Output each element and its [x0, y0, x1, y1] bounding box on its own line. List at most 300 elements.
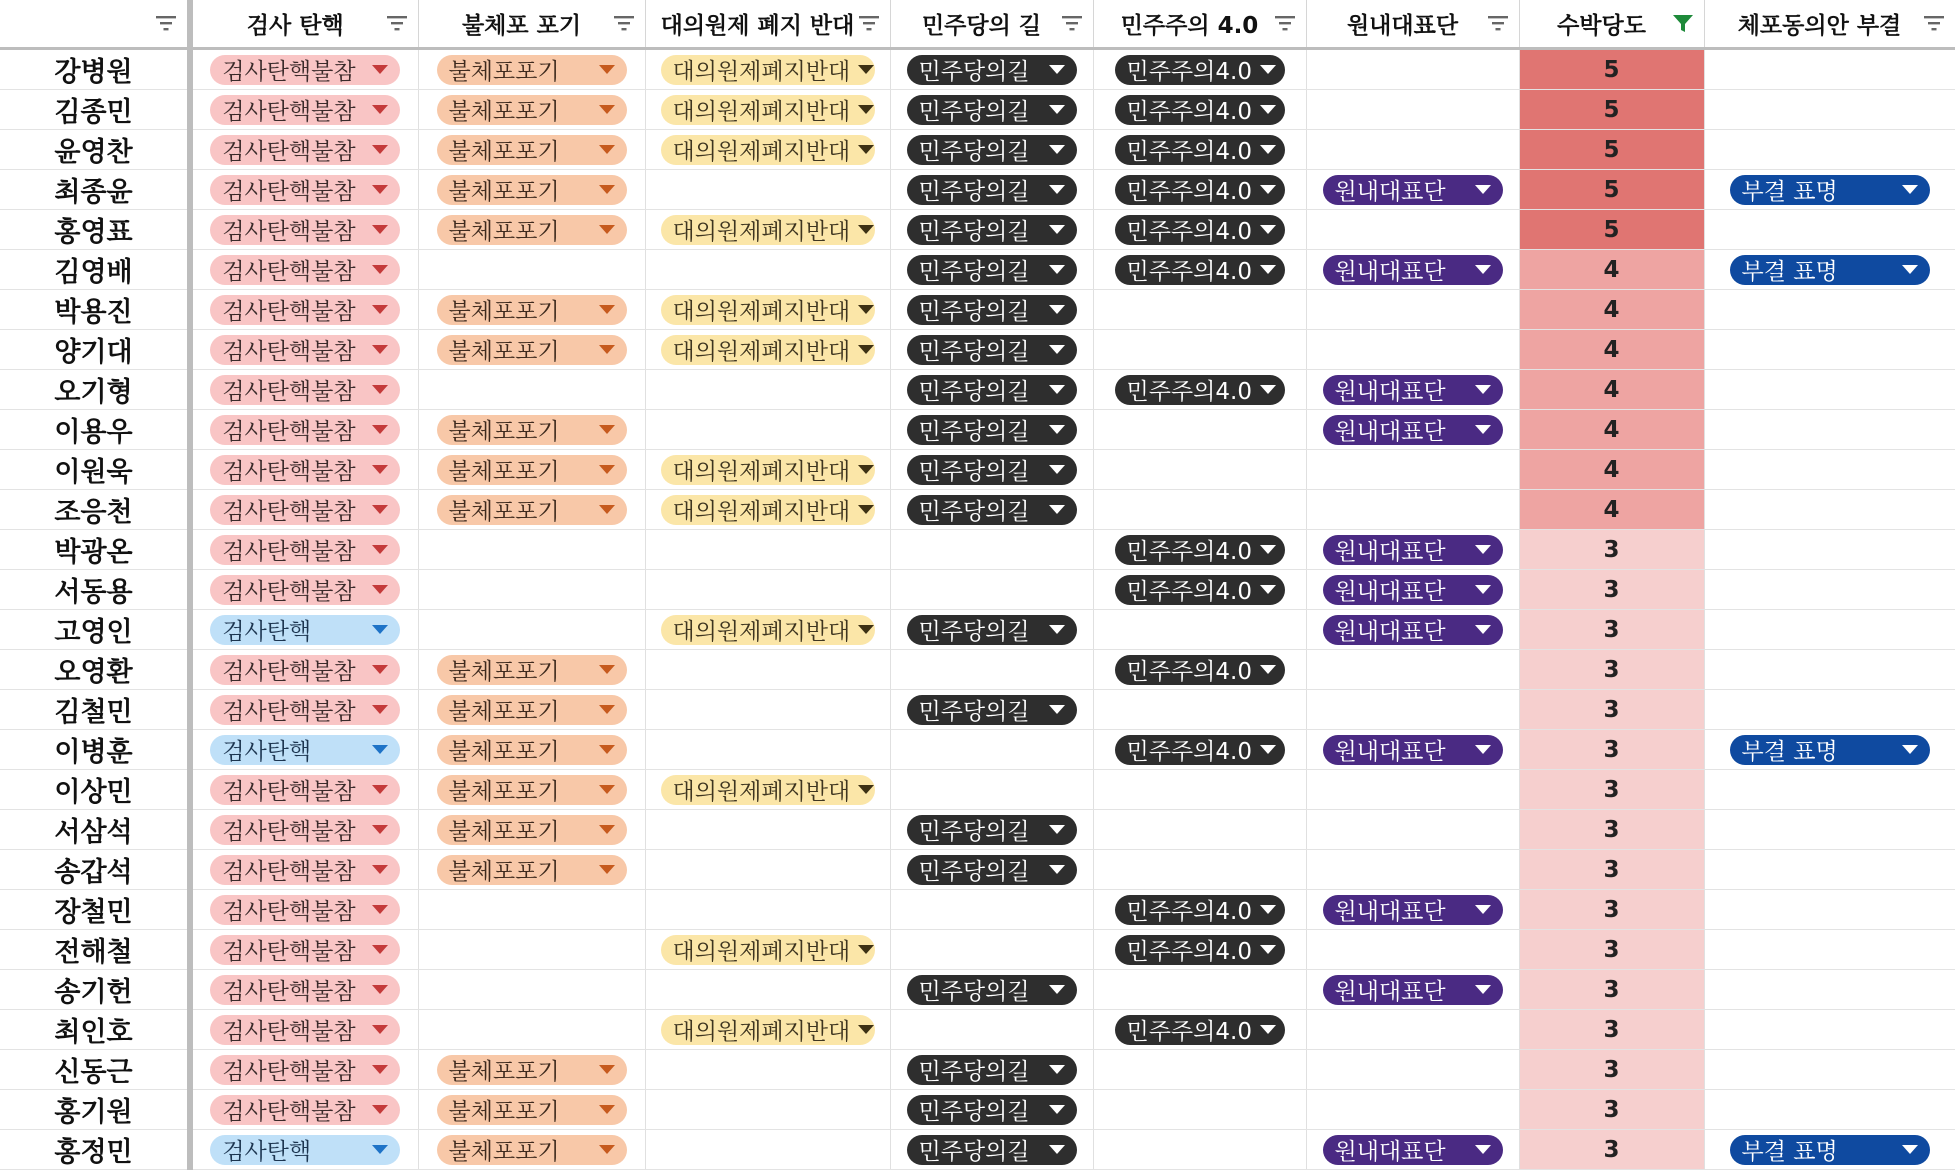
road-cell[interactable] [890, 570, 1093, 610]
dropdown-arrow-icon[interactable] [372, 865, 388, 874]
reject-cell[interactable] [1704, 570, 1955, 610]
score-cell[interactable]: 3 [1519, 1010, 1704, 1050]
dropdown-arrow-icon[interactable] [1260, 65, 1276, 74]
road-cell[interactable] [890, 1130, 1093, 1170]
reject-cell[interactable] [1704, 330, 1955, 370]
floor-leadership-chip[interactable] [1323, 415, 1503, 445]
waive-immunity-chip[interactable] [437, 175, 627, 205]
floor-cell[interactable] [1306, 690, 1519, 730]
prosecutor-cell[interactable] [190, 810, 418, 850]
delegate-cell[interactable] [645, 210, 890, 250]
dropdown-arrow-icon[interactable] [1902, 185, 1918, 194]
waive-immunity-chip[interactable] [437, 1135, 627, 1165]
dropdown-arrow-icon[interactable] [599, 465, 615, 474]
prosecutor-skip-chip[interactable] [210, 135, 400, 165]
member-name[interactable]: 김영배 [0, 250, 190, 290]
score-cell[interactable]: 3 [1519, 1090, 1704, 1130]
waive-cell[interactable] [418, 890, 645, 930]
member-name[interactable]: 강병원 [0, 49, 190, 90]
democracy-cell[interactable] [1093, 770, 1306, 810]
score-cell[interactable]: 4 [1519, 330, 1704, 370]
democracy-cell[interactable] [1093, 450, 1306, 490]
reject-cell[interactable] [1704, 170, 1955, 210]
member-name[interactable]: 송기헌 [0, 970, 190, 1010]
democracy-chip[interactable] [1115, 1015, 1285, 1045]
road-cell[interactable] [890, 90, 1093, 130]
waive-immunity-chip[interactable] [437, 655, 627, 685]
reject-cell[interactable] [1704, 250, 1955, 290]
dropdown-arrow-icon[interactable] [1902, 265, 1918, 274]
democracy-chip[interactable] [1115, 215, 1285, 245]
member-name[interactable]: 이상민 [0, 770, 190, 810]
waive-immunity-chip[interactable] [437, 1095, 627, 1125]
reject-cell[interactable] [1704, 410, 1955, 450]
dropdown-arrow-icon[interactable] [599, 705, 615, 714]
score-cell[interactable]: 3 [1519, 810, 1704, 850]
dropdown-arrow-icon[interactable] [1049, 985, 1065, 994]
floor-cell[interactable] [1306, 850, 1519, 890]
delegate-cell[interactable] [645, 690, 890, 730]
waive-cell[interactable] [418, 290, 645, 330]
prosecutor-cell[interactable] [190, 690, 418, 730]
dropdown-arrow-icon[interactable] [372, 105, 388, 114]
floor-cell[interactable] [1306, 1130, 1519, 1170]
delegate-oppose-chip[interactable] [661, 295, 875, 325]
member-name[interactable]: 서동용 [0, 570, 190, 610]
reject-cell[interactable] [1704, 370, 1955, 410]
dropdown-arrow-icon[interactable] [1475, 185, 1491, 194]
democratic-road-chip[interactable] [907, 975, 1077, 1005]
dropdown-arrow-icon[interactable] [599, 1145, 615, 1154]
delegate-oppose-chip[interactable] [661, 1015, 875, 1045]
prosecutor-cell[interactable] [190, 90, 418, 130]
prosecutor-cell[interactable] [190, 1050, 418, 1090]
road-cell[interactable] [890, 210, 1093, 250]
reject-cell[interactable] [1704, 90, 1955, 130]
prosecutor-skip-chip[interactable] [210, 455, 400, 485]
floor-cell[interactable] [1306, 170, 1519, 210]
democratic-road-chip[interactable] [907, 415, 1077, 445]
prosecutor-skip-chip[interactable] [210, 695, 400, 725]
prosecutor-cell[interactable] [190, 330, 418, 370]
score-cell[interactable]: 3 [1519, 650, 1704, 690]
prosecutor-cell[interactable] [190, 530, 418, 570]
prosecutor-skip-chip[interactable] [210, 815, 400, 845]
democracy-cell[interactable] [1093, 90, 1306, 130]
democratic-road-chip[interactable] [907, 855, 1077, 885]
dropdown-arrow-icon[interactable] [1049, 1065, 1065, 1074]
dropdown-arrow-icon[interactable] [599, 505, 615, 514]
floor-leadership-chip[interactable] [1323, 535, 1503, 565]
dropdown-arrow-icon[interactable] [372, 1105, 388, 1114]
waive-cell[interactable] [418, 1090, 645, 1130]
dropdown-arrow-icon[interactable] [599, 825, 615, 834]
filter-icon[interactable] [1487, 12, 1509, 34]
reject-cell[interactable] [1704, 690, 1955, 730]
waive-immunity-chip[interactable] [437, 455, 627, 485]
prosecutor-skip-chip[interactable] [210, 495, 400, 525]
dropdown-arrow-icon[interactable] [1260, 905, 1276, 914]
dropdown-arrow-icon[interactable] [1049, 1105, 1065, 1114]
reject-cell[interactable] [1704, 730, 1955, 770]
democratic-road-chip[interactable] [907, 335, 1077, 365]
delegate-cell[interactable] [645, 810, 890, 850]
reject-cell[interactable] [1704, 450, 1955, 490]
reject-stance-chip[interactable] [1730, 1135, 1930, 1165]
prosecutor-skip-chip[interactable] [210, 895, 400, 925]
waive-cell[interactable] [418, 650, 645, 690]
democratic-road-chip[interactable] [907, 215, 1077, 245]
democracy-chip[interactable] [1115, 55, 1285, 85]
waive-cell[interactable] [418, 370, 645, 410]
democratic-road-chip[interactable] [907, 255, 1077, 285]
prosecutor-impeach-chip[interactable] [210, 615, 400, 645]
reject-cell[interactable] [1704, 650, 1955, 690]
democracy-cell[interactable] [1093, 810, 1306, 850]
delegate-cell[interactable] [645, 570, 890, 610]
dropdown-arrow-icon[interactable] [858, 1025, 874, 1034]
prosecutor-cell[interactable] [190, 490, 418, 530]
reject-stance-chip[interactable] [1730, 255, 1930, 285]
delegate-cell[interactable] [645, 1050, 890, 1090]
dropdown-arrow-icon[interactable] [599, 305, 615, 314]
member-name[interactable]: 신동근 [0, 1050, 190, 1090]
waive-cell[interactable] [418, 570, 645, 610]
delegate-cell[interactable] [645, 410, 890, 450]
dropdown-arrow-icon[interactable] [372, 1025, 388, 1034]
prosecutor-cell[interactable] [190, 1090, 418, 1130]
delegate-cell[interactable] [645, 450, 890, 490]
dropdown-arrow-icon[interactable] [599, 225, 615, 234]
dropdown-arrow-icon[interactable] [858, 145, 874, 154]
delegate-oppose-chip[interactable] [661, 215, 875, 245]
democracy-chip[interactable] [1115, 375, 1285, 405]
dropdown-arrow-icon[interactable] [372, 145, 388, 154]
democracy-cell[interactable] [1093, 1050, 1306, 1090]
road-cell[interactable] [890, 770, 1093, 810]
prosecutor-cell[interactable] [190, 890, 418, 930]
waive-immunity-chip[interactable] [437, 495, 627, 525]
delegate-oppose-chip[interactable] [661, 335, 875, 365]
prosecutor-cell[interactable] [190, 1010, 418, 1050]
delegate-cell[interactable] [645, 490, 890, 530]
road-cell[interactable] [890, 49, 1093, 90]
waive-cell[interactable] [418, 690, 645, 730]
prosecutor-skip-chip[interactable] [210, 1015, 400, 1045]
democracy-cell[interactable] [1093, 690, 1306, 730]
road-cell[interactable] [890, 1010, 1093, 1050]
prosecutor-cell[interactable] [190, 170, 418, 210]
prosecutor-cell[interactable] [190, 770, 418, 810]
filter-icon[interactable] [1923, 12, 1945, 34]
dropdown-arrow-icon[interactable] [1049, 425, 1065, 434]
dropdown-arrow-icon[interactable] [372, 185, 388, 194]
delegate-oppose-chip[interactable] [661, 775, 875, 805]
dropdown-arrow-icon[interactable] [1049, 825, 1065, 834]
dropdown-arrow-icon[interactable] [1049, 385, 1065, 394]
floor-leadership-chip[interactable] [1323, 895, 1503, 925]
floor-cell[interactable] [1306, 450, 1519, 490]
filter-icon[interactable] [858, 12, 880, 34]
floor-cell[interactable] [1306, 1050, 1519, 1090]
dropdown-arrow-icon[interactable] [1475, 425, 1491, 434]
member-name[interactable]: 장철민 [0, 890, 190, 930]
prosecutor-cell[interactable] [190, 610, 418, 650]
prosecutor-skip-chip[interactable] [210, 255, 400, 285]
dropdown-arrow-icon[interactable] [1049, 865, 1065, 874]
democratic-road-chip[interactable] [907, 455, 1077, 485]
democracy-cell[interactable] [1093, 650, 1306, 690]
dropdown-arrow-icon[interactable] [858, 305, 874, 314]
delegate-cell[interactable] [645, 90, 890, 130]
dropdown-arrow-icon[interactable] [858, 105, 874, 114]
dropdown-arrow-icon[interactable] [1049, 625, 1065, 634]
floor-cell[interactable] [1306, 49, 1519, 90]
prosecutor-cell[interactable] [190, 250, 418, 290]
score-cell[interactable]: 3 [1519, 890, 1704, 930]
road-cell[interactable] [890, 130, 1093, 170]
delegate-cell[interactable] [645, 170, 890, 210]
road-cell[interactable] [890, 730, 1093, 770]
reject-cell[interactable] [1704, 1090, 1955, 1130]
floor-cell[interactable] [1306, 210, 1519, 250]
filter-icon[interactable] [613, 12, 635, 34]
road-cell[interactable] [890, 450, 1093, 490]
prosecutor-skip-chip[interactable] [210, 1055, 400, 1085]
democracy-cell[interactable] [1093, 210, 1306, 250]
delegate-cell[interactable] [645, 930, 890, 970]
democratic-road-chip[interactable] [907, 1135, 1077, 1165]
road-cell[interactable] [890, 810, 1093, 850]
road-cell[interactable] [890, 1090, 1093, 1130]
floor-cell[interactable] [1306, 1090, 1519, 1130]
floor-leadership-chip[interactable] [1323, 175, 1503, 205]
dropdown-arrow-icon[interactable] [1049, 145, 1065, 154]
member-name[interactable]: 홍영표 [0, 210, 190, 250]
reject-cell[interactable] [1704, 810, 1955, 850]
floor-cell[interactable] [1306, 930, 1519, 970]
road-cell[interactable] [890, 250, 1093, 290]
member-name[interactable]: 최인호 [0, 1010, 190, 1050]
delegate-oppose-chip[interactable] [661, 455, 875, 485]
democracy-cell[interactable] [1093, 490, 1306, 530]
prosecutor-skip-chip[interactable] [210, 215, 400, 245]
floor-cell[interactable] [1306, 410, 1519, 450]
prosecutor-skip-chip[interactable] [210, 935, 400, 965]
dropdown-arrow-icon[interactable] [1260, 1025, 1276, 1034]
member-name[interactable]: 고영인 [0, 610, 190, 650]
dropdown-arrow-icon[interactable] [599, 65, 615, 74]
democratic-road-chip[interactable] [907, 295, 1077, 325]
filter-icon[interactable] [386, 12, 408, 34]
prosecutor-skip-chip[interactable] [210, 375, 400, 405]
score-cell[interactable]: 5 [1519, 49, 1704, 90]
democracy-cell[interactable] [1093, 370, 1306, 410]
dropdown-arrow-icon[interactable] [1475, 585, 1491, 594]
waive-cell[interactable] [418, 450, 645, 490]
dropdown-arrow-icon[interactable] [1260, 585, 1276, 594]
floor-leadership-chip[interactable] [1323, 615, 1503, 645]
waive-cell[interactable] [418, 530, 645, 570]
reject-cell[interactable] [1704, 850, 1955, 890]
dropdown-arrow-icon[interactable] [372, 305, 388, 314]
delegate-oppose-chip[interactable] [661, 495, 875, 525]
democracy-cell[interactable] [1093, 1010, 1306, 1050]
dropdown-arrow-icon[interactable] [599, 785, 615, 794]
delegate-cell[interactable] [645, 330, 890, 370]
waive-cell[interactable] [418, 970, 645, 1010]
prosecutor-skip-chip[interactable] [210, 575, 400, 605]
democratic-road-chip[interactable] [907, 135, 1077, 165]
prosecutor-cell[interactable] [190, 410, 418, 450]
democratic-road-chip[interactable] [907, 375, 1077, 405]
member-name[interactable]: 송갑석 [0, 850, 190, 890]
member-name[interactable]: 윤영찬 [0, 130, 190, 170]
reject-cell[interactable] [1704, 770, 1955, 810]
filter-icon[interactable] [1274, 12, 1296, 34]
dropdown-arrow-icon[interactable] [372, 985, 388, 994]
delegate-cell[interactable] [645, 650, 890, 690]
member-name[interactable]: 이용우 [0, 410, 190, 450]
dropdown-arrow-icon[interactable] [858, 945, 874, 954]
road-cell[interactable] [890, 930, 1093, 970]
dropdown-arrow-icon[interactable] [372, 825, 388, 834]
member-name[interactable]: 이병훈 [0, 730, 190, 770]
democratic-road-chip[interactable] [907, 495, 1077, 525]
dropdown-arrow-icon[interactable] [599, 185, 615, 194]
reject-cell[interactable] [1704, 290, 1955, 330]
dropdown-arrow-icon[interactable] [599, 665, 615, 674]
score-cell[interactable]: 4 [1519, 450, 1704, 490]
dropdown-arrow-icon[interactable] [372, 625, 388, 634]
waive-cell[interactable] [418, 610, 645, 650]
waive-immunity-chip[interactable] [437, 295, 627, 325]
prosecutor-cell[interactable] [190, 370, 418, 410]
dropdown-arrow-icon[interactable] [599, 745, 615, 754]
prosecutor-cell[interactable] [190, 130, 418, 170]
floor-cell[interactable] [1306, 1010, 1519, 1050]
democracy-cell[interactable] [1093, 130, 1306, 170]
reject-cell[interactable] [1704, 49, 1955, 90]
delegate-cell[interactable] [645, 730, 890, 770]
democracy-cell[interactable] [1093, 250, 1306, 290]
waive-immunity-chip[interactable] [437, 55, 627, 85]
road-cell[interactable] [890, 170, 1093, 210]
waive-immunity-chip[interactable] [437, 735, 627, 765]
dropdown-arrow-icon[interactable] [858, 505, 874, 514]
democracy-cell[interactable] [1093, 930, 1306, 970]
score-cell[interactable]: 3 [1519, 530, 1704, 570]
score-cell[interactable]: 3 [1519, 770, 1704, 810]
dropdown-arrow-icon[interactable] [372, 745, 388, 754]
prosecutor-impeach-chip[interactable] [210, 1135, 400, 1165]
score-cell[interactable]: 4 [1519, 410, 1704, 450]
prosecutor-cell[interactable] [190, 650, 418, 690]
democratic-road-chip[interactable] [907, 695, 1077, 725]
delegate-cell[interactable] [645, 610, 890, 650]
dropdown-arrow-icon[interactable] [858, 65, 874, 74]
waive-cell[interactable] [418, 170, 645, 210]
dropdown-arrow-icon[interactable] [372, 265, 388, 274]
democracy-cell[interactable] [1093, 1090, 1306, 1130]
reject-cell[interactable] [1704, 930, 1955, 970]
floor-cell[interactable] [1306, 490, 1519, 530]
floor-leadership-chip[interactable] [1323, 1135, 1503, 1165]
waive-immunity-chip[interactable] [437, 775, 627, 805]
delegate-cell[interactable] [645, 130, 890, 170]
dropdown-arrow-icon[interactable] [858, 345, 874, 354]
prosecutor-cell[interactable] [190, 450, 418, 490]
waive-immunity-chip[interactable] [437, 1055, 627, 1085]
dropdown-arrow-icon[interactable] [1260, 665, 1276, 674]
democracy-chip[interactable] [1115, 655, 1285, 685]
score-cell[interactable]: 3 [1519, 1050, 1704, 1090]
road-cell[interactable] [890, 890, 1093, 930]
member-name[interactable]: 박용진 [0, 290, 190, 330]
waive-cell[interactable] [418, 1130, 645, 1170]
democratic-road-chip[interactable] [907, 1095, 1077, 1125]
floor-leadership-chip[interactable] [1323, 735, 1503, 765]
reject-cell[interactable] [1704, 610, 1955, 650]
score-cell[interactable]: 5 [1519, 130, 1704, 170]
dropdown-arrow-icon[interactable] [1475, 985, 1491, 994]
waive-cell[interactable] [418, 410, 645, 450]
prosecutor-cell[interactable] [190, 850, 418, 890]
score-cell[interactable]: 5 [1519, 210, 1704, 250]
prosecutor-skip-chip[interactable] [210, 55, 400, 85]
road-cell[interactable] [890, 690, 1093, 730]
delegate-cell[interactable] [645, 970, 890, 1010]
democracy-chip[interactable] [1115, 95, 1285, 125]
dropdown-arrow-icon[interactable] [1475, 625, 1491, 634]
road-cell[interactable] [890, 650, 1093, 690]
waive-immunity-chip[interactable] [437, 95, 627, 125]
score-cell[interactable]: 4 [1519, 370, 1704, 410]
delegate-cell[interactable] [645, 770, 890, 810]
dropdown-arrow-icon[interactable] [1902, 1145, 1918, 1154]
road-cell[interactable] [890, 330, 1093, 370]
floor-cell[interactable] [1306, 610, 1519, 650]
floor-cell[interactable] [1306, 730, 1519, 770]
dropdown-arrow-icon[interactable] [372, 545, 388, 554]
dropdown-arrow-icon[interactable] [1049, 705, 1065, 714]
democracy-cell[interactable] [1093, 890, 1306, 930]
dropdown-arrow-icon[interactable] [1260, 105, 1276, 114]
dropdown-arrow-icon[interactable] [1260, 185, 1276, 194]
dropdown-arrow-icon[interactable] [1902, 745, 1918, 754]
waive-cell[interactable] [418, 730, 645, 770]
reject-stance-chip[interactable] [1730, 735, 1930, 765]
dropdown-arrow-icon[interactable] [1260, 745, 1276, 754]
waive-immunity-chip[interactable] [437, 695, 627, 725]
dropdown-arrow-icon[interactable] [372, 465, 388, 474]
democracy-cell[interactable] [1093, 530, 1306, 570]
score-cell[interactable]: 3 [1519, 850, 1704, 890]
democracy-chip[interactable] [1115, 935, 1285, 965]
democracy-chip[interactable] [1115, 175, 1285, 205]
delegate-cell[interactable] [645, 1010, 890, 1050]
dropdown-arrow-icon[interactable] [1475, 265, 1491, 274]
floor-cell[interactable] [1306, 810, 1519, 850]
dropdown-arrow-icon[interactable] [599, 105, 615, 114]
delegate-cell[interactable] [645, 850, 890, 890]
prosecutor-skip-chip[interactable] [210, 655, 400, 685]
dropdown-arrow-icon[interactable] [1049, 505, 1065, 514]
waive-cell[interactable] [418, 130, 645, 170]
democracy-chip[interactable] [1115, 575, 1285, 605]
score-cell[interactable]: 5 [1519, 90, 1704, 130]
dropdown-arrow-icon[interactable] [1260, 265, 1276, 274]
